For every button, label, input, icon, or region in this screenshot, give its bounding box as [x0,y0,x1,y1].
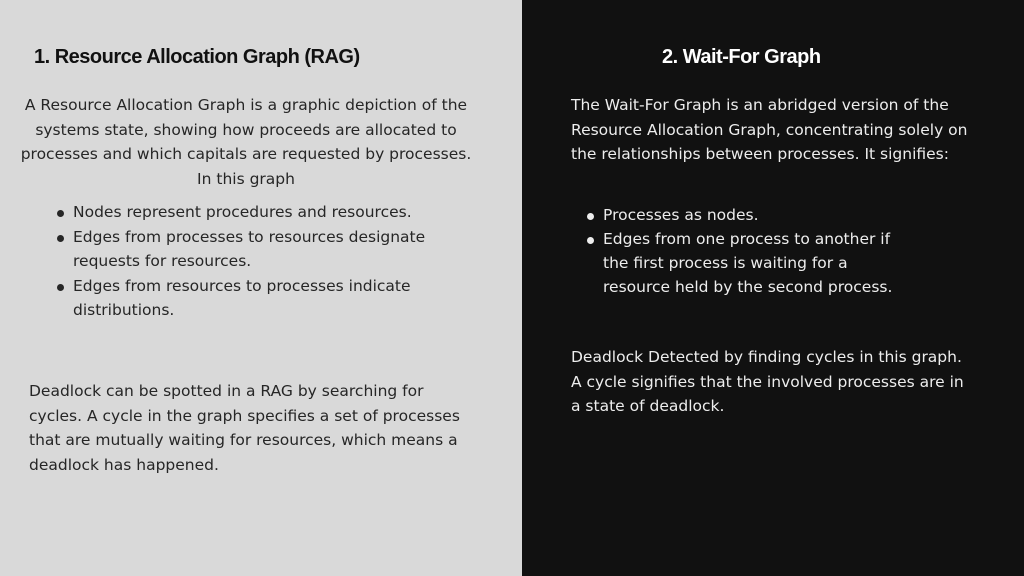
list-item-text: Processes as nodes. [603,206,759,224]
bullet-icon [587,213,594,220]
bullet-icon [57,284,64,291]
right-panel [522,0,1024,576]
rag-title: 1. Resource Allocation Graph (RAG) [34,46,360,68]
list-item [54,274,454,323]
rag-intro: A Resource Allocation Graph is a graphic depiction of the systems state, showing how proceeds are allocated to processes and which capitals are requested by processes. In this graph [20,96,472,188]
rag-conclusion: Deadlock can be spotted in a RAG by searching for cycles. A cycle in the graph specifies a set of processes that are mutually waiting for resources, which means a deadlock has happened. [29,382,460,474]
rag-bullet-list [54,200,454,323]
list-item-text: Edges from processes to resources designate requests for resources. [73,227,426,270]
wfg-intro: The Wait-For Graph is an abridged version of the Resource Allocation Graph, concentrating solely on the relationships between processes. It signifies: [571,96,968,163]
list-item [584,203,904,227]
bullet-icon [587,237,594,244]
bullet-icon [57,235,64,242]
list-item-text: Nodes represent procedures and resources. [73,203,412,221]
list-item-text: Edges from one process to another if the first process is waiting for a resource held by the second process. [603,230,893,296]
bullet-icon [57,210,64,217]
wfg-conclusion: Deadlock Detected by finding cycles in this graph. A cycle signifies that the involved processes are in a state of deadlock. [571,348,964,415]
list-item [54,225,454,274]
list-item-text: Edges from resources to processes indicate distributions. [73,276,411,319]
list-item [54,200,454,225]
wfg-title: 2. Wait-For Graph [662,46,821,68]
wfg-bullet-list [584,203,904,299]
list-item [584,227,904,299]
